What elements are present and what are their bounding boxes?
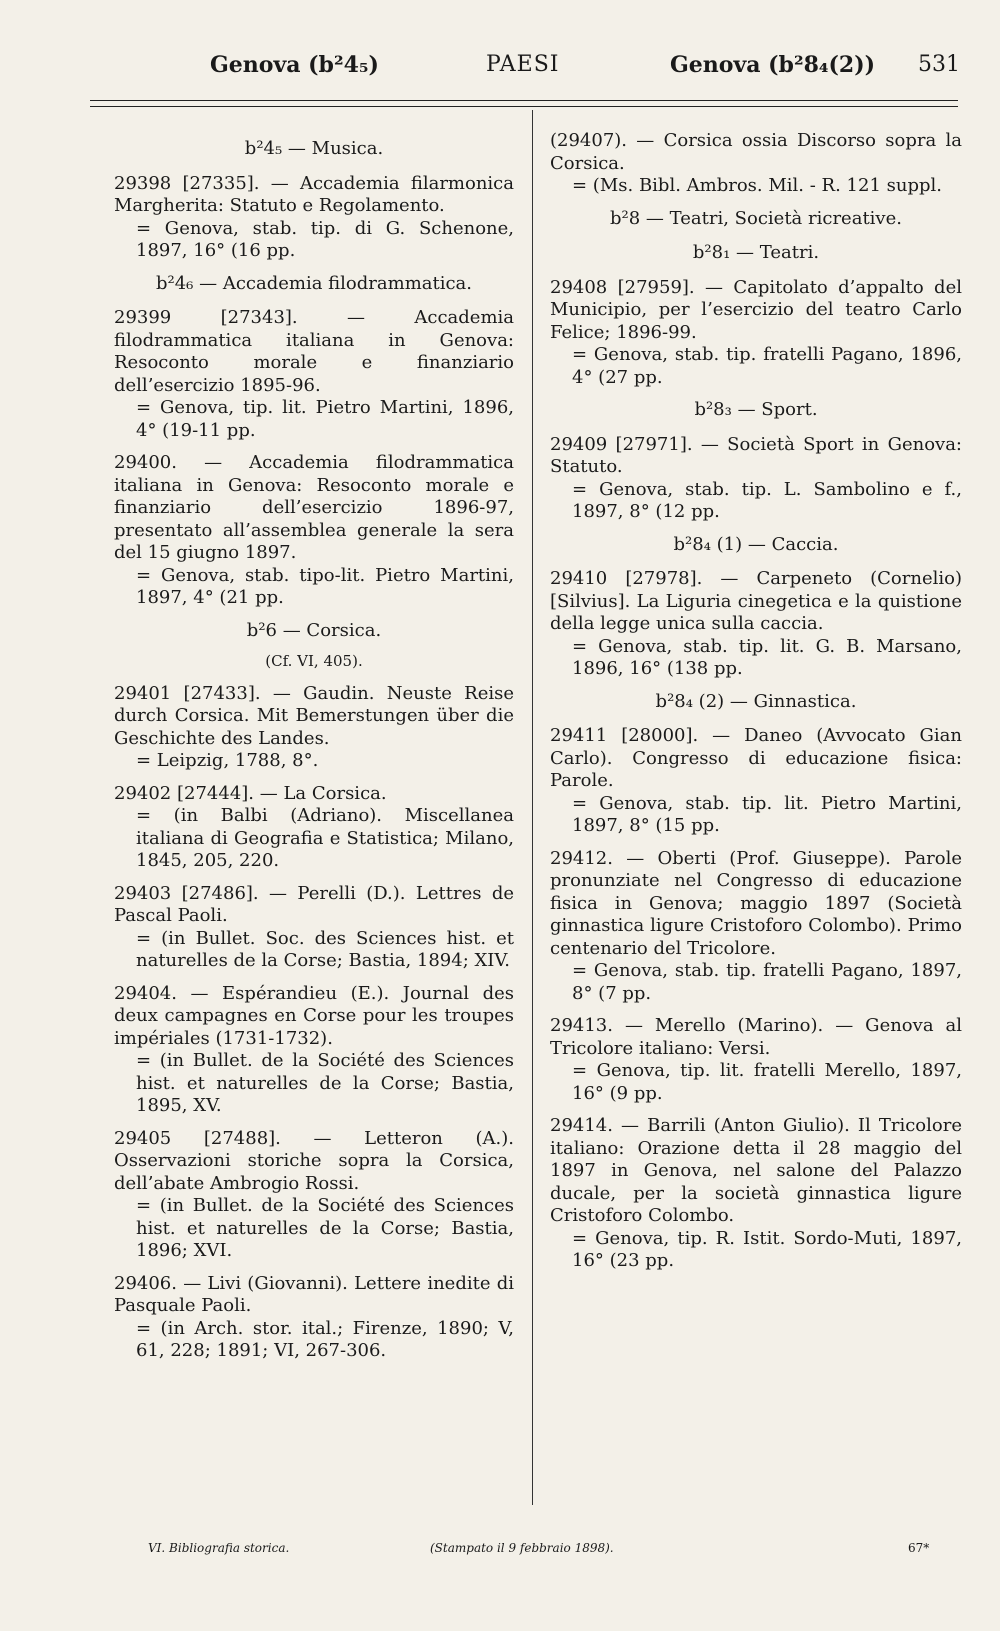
entry-publication: = (in Balbi (Adriano). Miscellanea italiana di Geografia e Statistica; Milano, 1845, 205, 220. [136,805,514,871]
bibliography-entry [550,1015,962,1105]
entry-publication: = Genova, stab. tip. fratelli Pagano, 1896, 4° (27 pp. [572,344,962,388]
right-column [550,130,962,1283]
entry-publication: = Genova, tip. lit. fratelli Merello, 1897, 16° (9 pp. [572,1060,962,1104]
bibliography-entry [550,434,962,524]
entry-title: 29398 [27335]. — Accademia filarmonica Margherita: Statuto e Regolamento. [114,172,514,216]
bibliography-entry [114,173,514,263]
bibliography-entry [114,683,514,773]
bibliography-entry [550,130,962,198]
bibliography-entry [114,783,514,873]
entry-publication: = Leipzig, 1788, 8°. [136,750,319,771]
entry-title: 29400. — Accademia filodrammatica italiana in Genova: Resoconto morale e finanziario dell’esercizio 1896-97, presentato all’assemblea generale la sera del 15 giugno 1897. [114,452,514,563]
cross-reference: (Cf. VI, 405). [265,652,363,670]
bibliography-entry [114,983,514,1118]
entry-title: 29408 [27959]. — Capitolato d’appalto del Municipio, per l’esercizio del teatro Carlo Felice; 1896-99. [550,276,962,343]
section-heading: b²8 — Teatri, Società ricreative. [610,207,902,229]
bibliography-entry [114,452,514,610]
bibliography-entry [550,848,962,1006]
entry-title: 29399 [27343]. — Accademia filodrammatica italiana in Genova: Resoconto morale e finanziario dell’esercizio 1895-96. [114,307,514,396]
entry-title: 29403 [27486]. — Perelli (D.). Lettres de Pascal Paoli. [114,882,514,926]
section-heading: b²8₁ — Teatri. [692,242,820,263]
entry-title: (29407). — Corsica ossia Discorso sopra la Corsica. [550,130,962,174]
entry-publication: = (in Bullet. de la Société des Sciences hist. et naturelles de la Corse; Bastia, 1896; XVI. [136,1195,514,1261]
bibliography-entry [114,883,514,973]
header-rule-thin [90,106,958,107]
entry-title: 29409 [27971]. — Società Sport in Genova: Statuto. [550,433,962,477]
entry-title: 29411 [28000]. — Daneo (Avvocato Gian Carlo). Congresso di educazione fisica: Parole. [550,725,962,791]
entry-publication: = (in Bullet. Soc. des Sciences hist. et naturelles de la Corse; Bastia, 1894; XIV. [136,927,514,971]
entry-publication: = (Ms. Bibl. Ambros. Mil. - R. 121 suppl. [572,175,942,196]
bibliography-entry [550,568,962,681]
bibliography-entry [550,1115,962,1273]
entry-title: 29410 [27978]. — Carpeneto (Cornelio) [Silvius]. La Liguria cinegetica e la quistione della legge unica sulla caccia. [550,568,962,634]
footer-center: (Stampato il 9 febbraio 1898). [430,1541,614,1555]
bibliography-entry [114,1128,514,1263]
entry-title: 29414. — Barrili (Anton Giulio). Il Tricolore italiano: Orazione detta il 28 maggio del 1897 in Genova, nel salone del Palazzo ducale, per la società ginnastica ligure Cristoforo Colombo. [550,1115,962,1226]
entry-title: 29401 [27433]. — Gaudin. Neuste Reise durch Corsica. Mit Bemerstungen über die Geschichte des Landes. [114,682,514,749]
entry-publication: = Genova, stab. tip. di G. Schenone, 1897, 16° (16 pp. [136,217,514,261]
running-head-center: PAESI [486,52,560,77]
footer-signature: 67* [908,1541,930,1555]
entry-title: 29405 [27488]. — Letteron (A.). Osservazioni storiche sopra la Corsica, dell’abate Ambrogio Rossi. [114,1127,514,1194]
entry-publication: = Genova, stab. tip. lit. Pietro Martini, 1897, 8° (15 pp. [572,792,962,836]
running-head-left: Genova (b²4₅) [210,52,379,78]
entry-title: 29412. — Oberti (Prof. Giuseppe). Parole pronunziate nel Congresso di educazione fisica in Genova; maggio 1897 (Società ginnastica ligure Cristoforo Colombo). Primo centenario del Tricolore. [550,847,962,959]
entry-publication: = Genova, stab. tipo-lit. Pietro Martini, 1897, 4° (21 pp. [136,564,514,608]
section-heading: b²8₄ (2) — Ginnastica. [655,690,857,712]
bibliography-entry [114,307,514,442]
footer-left: VI. Bibliografia storica. [148,1541,290,1555]
entry-title: 29404. — Espérandieu (E.). Journal des deux campagnes en Corse pour les troupes impériales (1731-1732). [114,982,514,1049]
entry-publication: = (in Bullet. de la Société des Sciences hist. et naturelles de la Corse; Bastia, 1895, XV. [136,1050,514,1116]
running-head-right: Genova (b²8₄(2)) [670,52,876,78]
page-number: 531 [918,52,960,77]
entry-title: 29413. — Merello (Marino). — Genova al Tricolore italiano: Versi. [550,1015,962,1059]
bibliography-entry [114,1273,514,1363]
entry-publication: = Genova, tip. lit. Pietro Martini, 1896, 4° (19-11 pp. [136,397,514,441]
entry-publication: = Genova, stab. tip. L. Sambolino e f., 1897, 8° (12 pp. [572,478,962,522]
entry-publication: = Genova, stab. tip. fratelli Pagano, 1897, 8° (7 pp. [572,960,962,1004]
column-divider [532,110,533,1505]
entry-title: 29402 [27444]. — La Corsica. [114,782,387,804]
section-heading: b²8₃ — Sport. [694,399,818,420]
entry-publication: = Genova, tip. R. Istit. Sordo-Muti, 1897, 16° (23 pp. [572,1227,962,1271]
header-rule [90,100,958,101]
entry-title: 29406. — Livi (Giovanni). Lettere inedite di Pasquale Paoli. [114,1272,514,1316]
section-heading: b²4₅ — Musica. [244,138,384,159]
bibliography-entry [550,725,962,838]
entry-publication: = (in Arch. stor. ital.; Firenze, 1890; V, 61, 228; 1891; VI, 267-306. [136,1317,514,1361]
bibliography-entry [550,277,962,390]
entry-publication: = Genova, stab. tip. lit. G. B. Marsano, 1896, 16° (138 pp. [572,635,962,679]
section-heading: b²4₆ — Accademia filodrammatica. [155,272,473,294]
left-column [114,130,514,1373]
section-heading: b²8₄ (1) — Caccia. [673,533,839,555]
section-heading: b²6 — Corsica. [246,619,382,641]
